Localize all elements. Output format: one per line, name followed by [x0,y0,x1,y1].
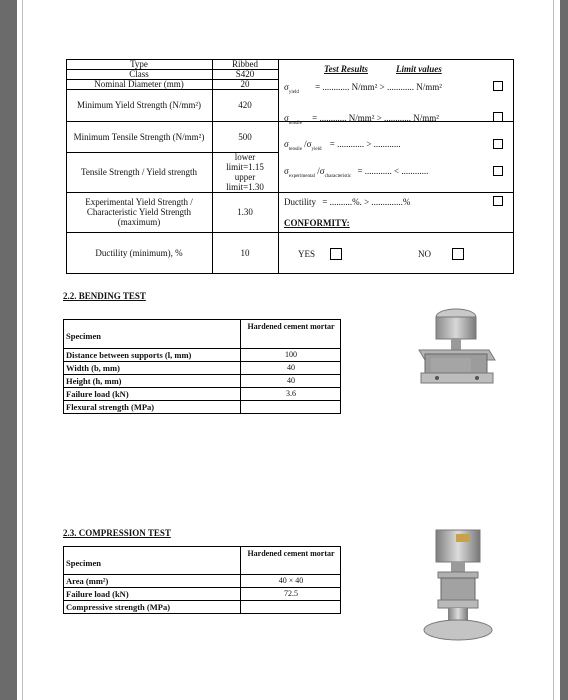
row-value-min-tensile: 500 [238,131,252,142]
sigma-subscript: characteristic [324,174,352,179]
row-label-tensile-yield-ratio: Tensile Strength / Yield strength [80,167,198,177]
table-row [64,600,340,613]
row-label-exp-char-ratio: Experimental Yield Strength / Characteristic Yield Strength (maximum) [85,197,193,227]
yield-strength-checkbox[interactable] [493,81,503,91]
compression-test-heading: 2.3. COMPRESSION TEST [63,528,171,538]
table-row [64,587,340,600]
bending-value-height: 40 [287,376,295,385]
tensile-yield-ratio-equation: = ............ > ............ [329,139,401,149]
ratio-symbol: /σ [317,166,325,176]
bending-table [63,319,341,414]
bending-value-distance: 100 [285,350,297,359]
limit-values-header: Limit values [396,64,442,74]
compression-label-failure-load: Failure load (kN) [66,589,129,599]
tensile-yield-ratio-checkbox[interactable] [493,139,503,149]
no-checkbox[interactable] [452,248,464,260]
sigma-symbol: σ [284,82,289,92]
row-label-min-tensile: Minimum Tensile Strength (N/mm²) [73,131,205,142]
row-label-type: Type [130,59,148,69]
yield-strength-line [284,82,442,98]
bending-test-machine-image [401,300,511,395]
exp-char-ratio-equation: = ............ < ............ [357,166,429,176]
yield-strength-equation: = ............ N/mm² > ............ N/mm² [315,82,442,92]
compression-value-failure-load: 72.5 [284,589,298,598]
col-divider [278,59,279,274]
tensile-strength-equation: = ............ N/mm² > ............ N/mm² [312,113,439,123]
no-label: NO [418,249,431,259]
table-row [64,361,340,374]
table-row [64,348,340,361]
sigma-subscript: experimental [288,174,315,179]
bending-value-width: 40 [287,363,295,372]
tensile-yield-ratio-line [284,139,401,155]
sigma-subscript: tensile [288,147,302,152]
test-results-header: Test Results [324,64,368,74]
row-label-class: Class [129,69,149,79]
row-label-ductility: Ductility (minimum), % [95,248,183,258]
bending-label-width: Width (b, mm) [66,363,120,373]
bending-label-specimen: Specimen [66,331,101,341]
row-value-ductility: 10 [240,248,250,258]
sigma-symbol: σ [284,166,289,176]
bending-test-heading: 2.2. BENDING TEST [63,291,146,301]
bending-label-flexural: Flexural strength (MPa) [66,402,155,412]
table-row [64,400,340,413]
compression-test-machine-image [418,520,498,645]
row-value-exp-char-ratio: 1.30 [237,207,253,217]
tensile-strength-checkbox[interactable] [493,112,503,122]
sigma-symbol: σ [284,113,289,123]
row-value-tensile-yield-ratio: lower limit=1.15 upper limit=1.30 [226,152,264,192]
row-value-min-yield: 420 [238,100,252,110]
ductility-checkbox[interactable] [493,196,503,206]
table-row [64,374,340,387]
bending-value-failure-load: 3.6 [286,389,296,398]
table-row [64,387,340,400]
ratio-symbol: /σ [304,139,312,149]
exp-char-ratio-checkbox[interactable] [493,166,503,176]
bending-label-distance: Distance between supports (l, mm) [66,350,192,360]
viewer-right-margin [560,0,568,700]
sigma-subscript: yield [311,147,322,152]
yes-label: YES [298,249,316,259]
compression-value-area: 40 × 40 [278,576,304,585]
row-label-min-yield: Minimum Yield Strength (N/mm²) [76,100,202,110]
row-value-class: S420 [235,69,255,79]
compression-label-strength: Compressive strength (MPa) [66,602,171,612]
table-row [64,574,340,587]
bending-label-failure-load: Failure load (kN) [66,389,129,399]
ductility-equation: = ..........%. > ..............% [322,197,411,207]
row-value-type: Ribbed [232,59,258,69]
compression-label-specimen: Specimen [66,558,101,568]
viewer-left-margin [0,0,17,700]
bending-label-height: Height (h, mm) [66,376,122,386]
row-label-nominal-diameter: Nominal Diameter (mm) [94,79,184,89]
compression-table [63,546,341,614]
row-value-nominal-diameter: 20 [240,79,250,89]
tensile-test-table [66,59,514,274]
exp-char-ratio-line [284,166,428,182]
conformity-label: CONFORMITY: [284,218,350,228]
compression-label-area: Area (mm²) [66,576,109,586]
document-page [22,0,554,700]
yes-checkbox[interactable] [330,248,342,260]
ductility-line [284,197,410,207]
compression-col-header: Hardened cement mortar [247,549,335,558]
bending-col-header: Hardened cement mortar [247,322,335,331]
tensile-strength-line [284,113,439,129]
sigma-subscript: tensile [288,121,302,126]
ductility-label: Ductility [284,197,316,207]
sigma-symbol: σ [284,139,289,149]
sigma-subscript: yield [288,90,299,95]
